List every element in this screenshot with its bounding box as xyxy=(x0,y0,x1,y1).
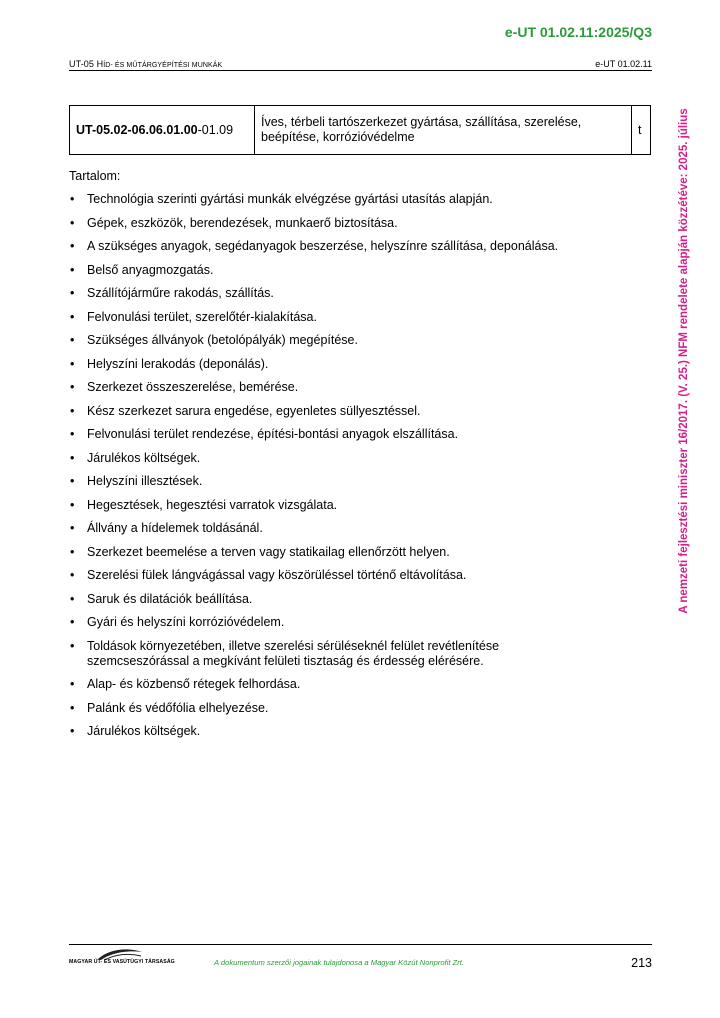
bullet-icon: • xyxy=(70,450,75,465)
bullet-icon: • xyxy=(70,677,75,691)
content-list-item xyxy=(69,592,599,607)
bullet-icon: • xyxy=(70,497,75,512)
content-item-text: Szükséges állványok (betolópályák) megépítése. xyxy=(87,333,358,347)
content-item-text: Hegesztések, hegesztési varratok vizsgálata. xyxy=(87,497,338,512)
bullet-icon: • xyxy=(70,427,75,441)
content-item-text: Alap- és közbenső rétegek felhordása. xyxy=(87,677,301,691)
society-logo xyxy=(69,947,175,969)
copyright-notice: A dokumentum szerzői jogainak tulajdonosa a Magyar Közút Nonprofit Zrt. xyxy=(214,958,465,967)
bullet-icon: • xyxy=(70,192,75,206)
bullet-icon: • xyxy=(70,544,75,559)
content-item-text: Szállítójárműre rakodás, szállítás. xyxy=(87,286,274,300)
content-item-text: Belső anyagmozgatás. xyxy=(87,262,214,277)
item-code-main: UT-05.02-06.06.01.00 xyxy=(76,123,198,137)
bullet-icon: • xyxy=(70,403,75,418)
bullet-icon: • xyxy=(70,615,75,629)
content-item-text: Állvány a hídelemek toldásánál. xyxy=(87,521,263,535)
content-item-text: Felvonulási terület, szerelőtér-kialakítása. xyxy=(87,309,317,324)
content-item-text: A szükséges anyagok, segédanyagok beszerzése, helyszínre szállítása, deponálása. xyxy=(87,239,559,253)
content-item-text: Gépek, eszközök, berendezések, munkaerő biztosítása. xyxy=(87,215,398,230)
content-list-item xyxy=(69,427,599,442)
content-list-item xyxy=(69,380,599,395)
content-list-item xyxy=(69,333,599,348)
content-item-text: Technológia szerinti gyártási munkák elvégzése gyártási utasítás alapján. xyxy=(87,192,493,206)
bullet-icon: • xyxy=(70,638,75,653)
content-item-text: Járulékos költségek. xyxy=(87,724,201,738)
bullet-icon: • xyxy=(70,286,75,300)
content-list-item xyxy=(69,216,599,231)
content-list-item xyxy=(69,357,599,372)
bullet-icon: • xyxy=(70,239,75,253)
content-list-item xyxy=(69,568,599,583)
content-list xyxy=(69,192,599,748)
content-item-text: Kész szerkezet sarura engedése, egyenletes süllyesztéssel. xyxy=(87,403,421,418)
section-title-prefix: UT-05 H xyxy=(69,59,104,69)
content-list-item xyxy=(69,639,599,669)
content-item-text: Saruk és dilatációk beállítása. xyxy=(87,591,253,606)
bullet-icon: • xyxy=(70,474,75,488)
content-list-item xyxy=(69,192,599,207)
section-title xyxy=(69,59,222,69)
bullet-icon: • xyxy=(70,333,75,347)
bullet-icon: • xyxy=(70,724,75,738)
content-list-item xyxy=(69,451,599,466)
bullet-icon: • xyxy=(70,215,75,230)
footer-divider xyxy=(69,944,652,945)
section-title-rest: ÍD- ÉS MŰTÁRGYÉPÍTÉSI MUNKÁK xyxy=(103,62,223,69)
bullet-icon: • xyxy=(70,700,75,715)
content-list-item xyxy=(69,521,599,536)
content-item-text: Járulékos költségek. xyxy=(87,450,201,465)
item-description-line1: Íves, térbeli tartószerkezet gyártása, szállítása, szerelése, xyxy=(261,115,582,129)
content-list-item xyxy=(69,239,599,254)
logo-text: MAGYAR ÚT- ÉS VASÚTÜGYI TÁRSASÁG xyxy=(69,959,175,965)
page-number: 213 xyxy=(631,956,652,970)
content-list-item xyxy=(69,404,599,419)
bullet-icon: • xyxy=(70,568,75,582)
item-table xyxy=(69,105,651,155)
content-list-item xyxy=(69,701,599,716)
content-item-text: Szerkezet beemelése a terven vagy statikailag ellenőrzött helyen. xyxy=(87,544,450,559)
item-description xyxy=(255,106,632,155)
bullet-icon: • xyxy=(70,380,75,394)
document-reference: e-UT 01.02.11 xyxy=(595,59,652,69)
bullet-icon: • xyxy=(70,262,75,277)
bullet-icon: • xyxy=(70,521,75,535)
content-list-item xyxy=(69,474,599,489)
content-item-text: Helyszíni illesztések. xyxy=(87,474,203,488)
item-unit: t xyxy=(632,106,651,155)
bullet-icon: • xyxy=(70,591,75,606)
content-item-text: Helyszíni lerakodás (deponálás). xyxy=(87,356,269,371)
content-label: Tartalom: xyxy=(69,169,121,183)
bullet-icon: • xyxy=(70,356,75,371)
content-list-item xyxy=(69,498,599,513)
item-code xyxy=(70,106,255,155)
side-note-text: A nemzeti fejlesztési miniszter 16/2017. (V. 25.) NFM rendelete alapján közzétéve: 2025. július xyxy=(678,108,690,614)
document-code: e-UT 01.02.11:2025/Q3 xyxy=(504,24,652,40)
content-item-text: Toldások környezetében, illetve szerelési sérüléseknél felület revétlenítése szemcseszórással a megkívánt felületi tisztaság és érdesség elérésére. xyxy=(87,638,500,668)
content-item-text: Szerkezet összeszerelése, bemérése. xyxy=(87,380,299,394)
bullet-icon: • xyxy=(70,309,75,324)
content-item-text: Palánk és védőfólia elhelyezése. xyxy=(87,700,269,715)
content-item-text: Szerelési fülek lángvágással vagy köszörüléssel történő eltávolítása. xyxy=(87,568,467,582)
content-list-item xyxy=(69,545,599,560)
content-list-item xyxy=(69,263,599,278)
content-list-item xyxy=(69,286,599,301)
header-divider xyxy=(69,70,652,71)
item-description-line2: beépítése, korrózióvédelme xyxy=(261,130,415,144)
content-list-item xyxy=(69,677,599,692)
content-list-item xyxy=(69,615,599,630)
side-publication-note xyxy=(673,96,695,626)
item-code-suffix: -01.09 xyxy=(197,123,234,137)
content-item-text: Felvonulási terület rendezése, építési-bontási anyagok elszállítása. xyxy=(87,427,459,441)
content-list-item xyxy=(69,310,599,325)
item-row xyxy=(70,106,651,155)
content-item-text: Gyári és helyszíni korrózióvédelem. xyxy=(87,615,285,629)
content-list-item xyxy=(69,724,599,739)
